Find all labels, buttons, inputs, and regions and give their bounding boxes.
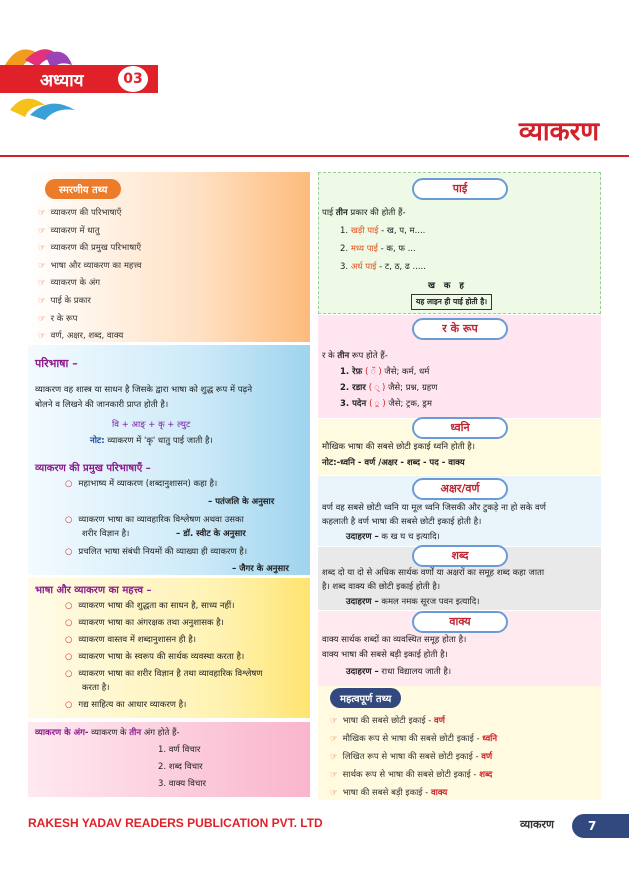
pai-value: - क, फ ... (380, 244, 416, 254)
ra-value: जैसे; प्रश्न, ग्रहण (388, 383, 438, 393)
mahattva-item (65, 634, 196, 646)
smaraniya-item (38, 295, 91, 306)
ra-symbol: ( ्र ) (369, 399, 389, 409)
smaraniya-item-text: व्याकरण की प्रमुख परिभाषाएँ (50, 243, 142, 254)
ra-value: जैसे; कर्म, धर्म (384, 367, 430, 377)
mahattva-item-text: व्याकरण भाषा का शरीर विज्ञान है तथा व्यावहारिक विश्लेषण (78, 669, 263, 679)
pointer-icon: ☞ (330, 752, 338, 762)
mahattva-item-text: करता है। (82, 683, 110, 693)
mahattva-item (65, 600, 234, 612)
ra-title: र के रूप (412, 318, 508, 340)
pai-intro: पाई तीन प्रकार की होती हैं- (322, 208, 406, 218)
vakya-title: वाक्य (412, 611, 508, 633)
chapter-number: 03 (118, 66, 148, 92)
pramukh-author2: – डॉ. स्वीट के अनुसार (176, 529, 246, 539)
note-label: नोट: (90, 436, 105, 446)
tathya-item (330, 733, 497, 744)
ra-key: पदेन (352, 399, 370, 409)
pramukh-item3: ○ प्रचलित भाषा संबंधी नियमों की व्याख्या ही व्याकरण है। (65, 547, 248, 557)
mahattva-box (28, 578, 310, 718)
tathya-text: भाषा की सबसे बड़ी इकाई - (342, 788, 431, 798)
smaraniya-item (38, 242, 141, 253)
tathya-item (330, 769, 492, 780)
pai-num: 1. (340, 226, 351, 236)
tathya-text: मौखिक रूप से भाषा की सबसे छोटी इकाई - (342, 734, 483, 744)
paribhasha-line1: व्याकरण वह शास्त्र या साधन है जिसके द्वारा भाषा को शुद्ध रूप में पढ़ने (35, 385, 253, 395)
vakya-l1: वाक्य सार्थक शब्दों का व्यवस्थित समूह होता है। (322, 635, 467, 645)
tathya-item (330, 751, 492, 762)
pai-item (340, 261, 426, 273)
pointer-icon: ☞ (38, 331, 46, 342)
paribhasha-line2: बोलने व लिखने की जानकारी प्राप्त होती है। (35, 400, 169, 410)
tathya-text: लिखित रूप से भाषा की सबसे छोटी इकाई - (342, 752, 482, 762)
mahattva-item-text: व्याकरण भाषा का अंगरक्षक तथा अनुशासक है। (78, 618, 224, 628)
pai-item (340, 243, 416, 255)
pointer-icon: ☞ (330, 716, 338, 726)
smaraniya-item-text: व्याकरण में धातु (50, 225, 100, 236)
dhvani-title: ध्वनि (412, 417, 508, 439)
pramukh-author1: – पतंजलि के अनुसार (208, 497, 275, 507)
circle-bullet-icon: ○ (65, 700, 73, 710)
mahattva-item (65, 668, 262, 680)
shabd-title: शब्द (412, 545, 508, 567)
smaraniya-item-text: र के रूप (50, 313, 78, 324)
akshar-l1: वर्ण वह सबसे छोटी ध्वनि या मूल ध्वनि जिसकी और टुकड़े ना हो सके वर्ण (322, 503, 546, 513)
ra-intro: र के तीन रूप होते हैं- (322, 351, 388, 361)
vakya-l2: वाक्य भाषा की सबसे बड़ी इकाई होती है। (322, 650, 448, 660)
pai-value: - ट, ठ, ढ ..... (379, 262, 426, 272)
smaraniya-item (38, 330, 123, 341)
smaraniya-item-text: भाषा और व्याकरण का महत्त्व (50, 260, 142, 271)
pointer-icon: ☞ (330, 734, 338, 744)
tathya-text: भाषा की सबसे छोटी इकाई - (342, 716, 434, 726)
header-divider (0, 155, 629, 157)
pai-item (340, 225, 425, 237)
ang-item1: 1. वर्ण विचार (158, 745, 201, 755)
tathya-answer: वाक्य (430, 788, 448, 798)
dhvani-note: नोट:-ध्वनि - वर्ण /अक्षर - शब्द - पद - वाक्य (322, 458, 465, 468)
smaraniya-item-text: व्याकरण के अंग (50, 278, 101, 289)
dhvani-line: मौखिक भाषा की सबसे छोटी इकाई ध्वनि होती है। (322, 442, 476, 452)
ra-item (340, 366, 429, 378)
akshar-example: उदाहरण – क ख घ च इत्यादि। (346, 532, 440, 542)
pramukh-author3: – जैगर के अनुसार (232, 564, 289, 574)
mahattva-item-text: गद्य साहित्य का आधार व्याकरण है। (78, 700, 187, 710)
ang-intro: व्याकरण के अंग- व्याकरण के तीन अंग होते हैं- (35, 728, 180, 738)
pointer-icon: ☞ (38, 208, 46, 218)
ra-key: रेफ़ (352, 367, 366, 377)
pointer-icon: ☞ (38, 313, 46, 324)
akshar-l2: कहलाती है वर्ण भाषा की सबसे छोटी इकाई होती है। (322, 517, 482, 527)
mahattva-item-text: व्याकरण भाषा की शुद्धता का साधन है, साध्य नहीं। (78, 601, 235, 611)
ra-num: 1. (340, 367, 353, 377)
pramukh-title: व्याकरण की प्रमुख परिभाषाएँ – (35, 463, 151, 474)
pai-caption: यह लाइन ही पाई होती है। (411, 294, 492, 310)
ra-num: 2. (340, 383, 353, 393)
pointer-icon: ☞ (330, 788, 338, 798)
ra-symbol: ( ॅ ) (365, 367, 385, 377)
circle-bullet-icon: ○ (65, 601, 73, 611)
mahattva-item (65, 699, 186, 711)
ang-item2: 2. शब्द विचार (158, 762, 203, 772)
pramukh-item1: ○ महाभाष्य में व्याकरण (शब्दानुशासन) कहा है। (65, 479, 218, 489)
circle-bullet-icon: ○ (65, 635, 73, 645)
pai-sample: ख क ह (428, 281, 464, 291)
pai-value: - ख, प, म.... (381, 226, 426, 236)
smaraniya-item (38, 260, 141, 271)
ra-key: रडार (352, 383, 369, 393)
ang-item3: 3. वाक्य विचार (158, 779, 206, 789)
pai-key: खड़ी पाई (350, 226, 382, 236)
tathya-title: महत्वपूर्ण तथ्य (330, 688, 401, 708)
smaraniya-item (38, 313, 77, 324)
ra-value: जैसे; ट्रक, ड्रम (388, 399, 432, 409)
smaraniya-item-text: व्याकरण की परिभाषाएँ (50, 208, 122, 218)
shabd-l2: है। शब्द वाक्य की छोटी इकाई होती है। (322, 582, 441, 592)
tathya-item (330, 787, 447, 798)
pointer-icon: ☞ (38, 243, 46, 254)
pointer-icon: ☞ (330, 770, 338, 780)
shabd-l1: शब्द दो या दो से अधिक सार्थक वर्णों या अक्षरों का समूह शब्द कहा जाता (322, 568, 545, 578)
pai-num: 3. (340, 262, 351, 272)
pai-title: पाई (412, 178, 508, 200)
smaraniya-item (38, 207, 121, 218)
tathya-item (330, 715, 445, 726)
vakya-example: उदाहरण – राधा विद्यालय जाती है। (346, 667, 452, 677)
pai-key: मध्य पाई (350, 244, 381, 254)
paribhasha-title: परिभाषा – (35, 357, 78, 370)
circle-bullet-icon: ○ (65, 652, 73, 662)
tathya-answer: वर्ण (481, 752, 493, 762)
ra-item (340, 382, 437, 394)
note (90, 435, 213, 447)
chapter-label: अध्याय (40, 71, 84, 91)
smaraniya-title: स्मरणीय तथ्य (45, 179, 121, 199)
pai-key: अर्ध पाई (350, 262, 380, 272)
ra-item (340, 398, 432, 410)
page-title: व्याकरण (518, 117, 599, 147)
smaraniya-item-text: वर्ण, अक्षर, शब्द, वाक्य (50, 331, 124, 342)
page-number: 7 (572, 814, 629, 838)
mahattva-title: भाषा और व्याकरण का महत्त्व – (35, 585, 152, 596)
formula: वि + आङ् + कृ + ल्युट (112, 420, 191, 430)
circle-bullet-icon: ○ (65, 669, 73, 679)
pointer-icon: ☞ (38, 296, 46, 306)
pramukh-item2: ○ व्याकरण भाषा का व्यावहारिक विश्लेषण अथवा उसका (65, 515, 244, 525)
mahattva-item (65, 651, 244, 663)
ra-num: 3. (340, 399, 353, 409)
akshar-title: अक्षर/वर्ण (412, 478, 508, 500)
circle-bullet-icon: ○ (65, 618, 73, 628)
mahattva-item (82, 682, 110, 694)
pointer-icon: ☞ (38, 260, 46, 271)
tathya-answer: शब्द (479, 770, 493, 780)
mahattva-item (65, 617, 224, 629)
note-text: व्याकरण में 'कृ' धातु पाई जाती है। (107, 436, 213, 446)
tathya-text: सार्थक रूप से भाषा की सबसे छोटी इकाई - (342, 770, 480, 780)
shabd-example: उदाहरण – कमल नमक सूरज पवन इत्यादि। (346, 597, 480, 607)
publisher: RAKESH YADAV READERS PUBLICATION PVT. LTD (28, 816, 323, 830)
smaraniya-item (38, 225, 100, 236)
smaraniya-item-text: पाई के प्रकार (50, 296, 91, 306)
tathya-answer: वर्ण (434, 716, 445, 726)
mahattva-item-text: व्याकरण भाषा के स्वरूप की सार्थक व्यवस्था करता है। (78, 652, 245, 662)
ra-symbol: ( ् ) (368, 383, 389, 393)
pramukh-item2b: शरीर विज्ञान है। (82, 529, 130, 539)
footer-subject: व्याकरण (520, 818, 554, 831)
pai-num: 2. (340, 244, 351, 254)
pointer-icon: ☞ (38, 225, 46, 236)
mahattva-item-text: व्याकरण वास्तव में शब्दानुशासन ही है। (78, 635, 196, 645)
pointer-icon: ☞ (38, 278, 46, 289)
smaraniya-item (38, 277, 100, 288)
tathya-answer: ध्वनि (482, 734, 498, 744)
